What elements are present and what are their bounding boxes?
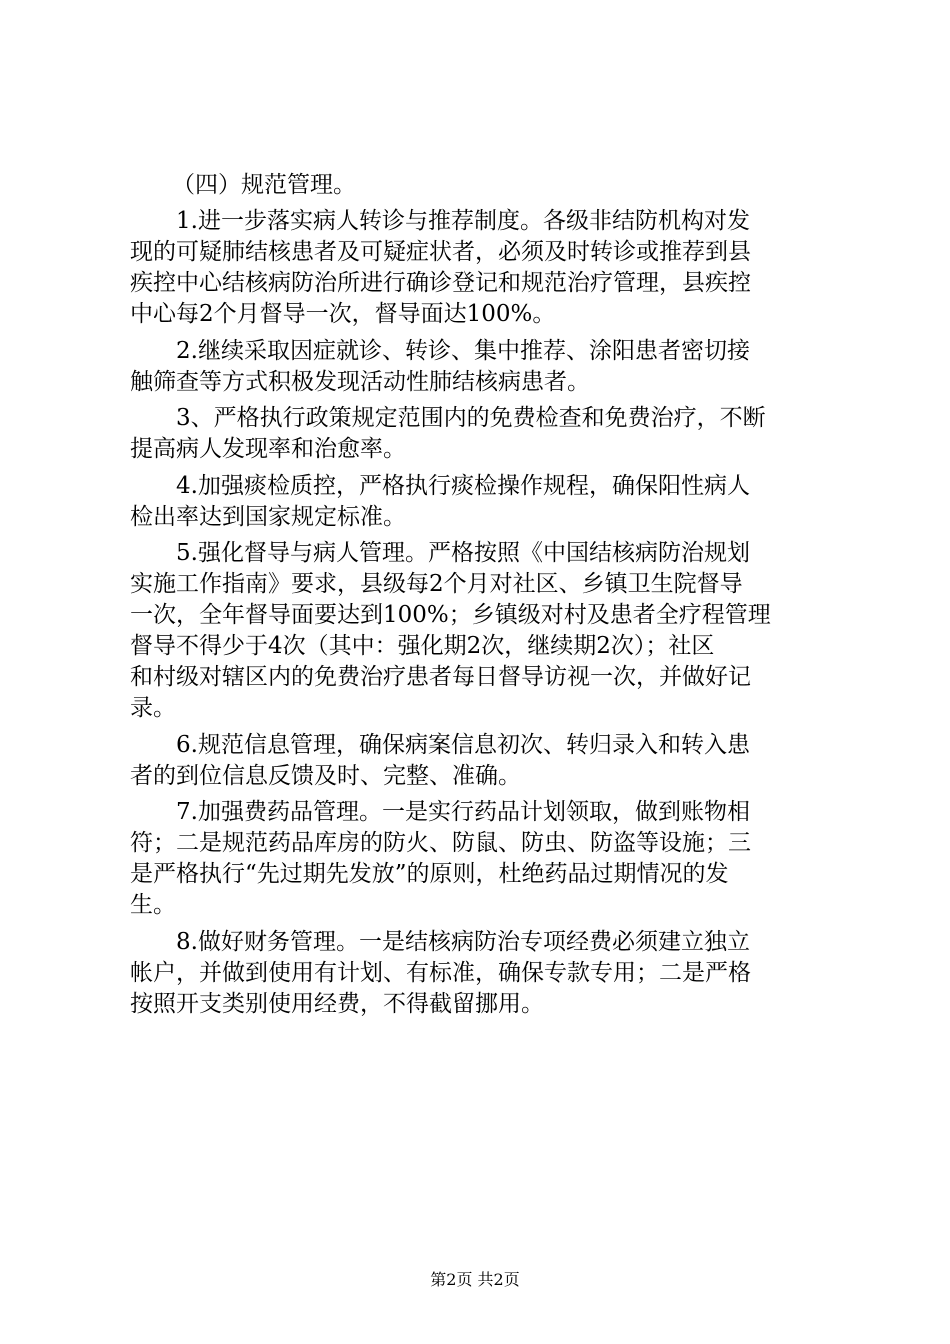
- body-line: 3、严格执行政策规定范围内的免费检查和免费治疗，不断: [176, 405, 766, 431]
- body-line: 督导不得少于4次（其中：强化期2次，继续期2次）；社区: [130, 633, 715, 659]
- body-line: 5.强化督导与病人管理。严格按照《中国结核病防治规划: [176, 540, 750, 566]
- body-line: 是严格执行“先过期先发放”的原则，杜绝药品过期情况的发: [130, 861, 729, 887]
- body-line: 按照开支类别使用经费，不得截留挪用。: [130, 991, 544, 1017]
- body-line: 疾控中心结核病防治所进行确诊登记和规范治疗管理，县疾控: [130, 270, 751, 296]
- body-line: 帐户，并做到使用有计划、有标准，确保专款专用；二是严格: [130, 960, 751, 986]
- body-line: 1.进一步落实病人转诊与推荐制度。各级非结防机构对发: [176, 208, 750, 234]
- body-line: 4.加强痰检质控，严格执行痰检操作规程，确保阳性病人: [176, 473, 750, 499]
- body-line: 8.做好财务管理。一是结核病防治专项经费必须建立独立: [176, 929, 750, 955]
- body-line: 实施工作指南》要求，县级每2个月对社区、乡镇卫生院督导: [130, 571, 743, 597]
- body-line: 检出率达到国家规定标准。: [130, 504, 406, 530]
- body-line: 符；二是规范药品库房的防火、防鼠、防虫、防盗等设施；三: [130, 830, 751, 856]
- section-heading: （四）规范管理。: [172, 172, 356, 198]
- body-line: 者的到位信息反馈及时、完整、准确。: [130, 763, 521, 789]
- body-line: 7.加强费药品管理。一是实行药品计划领取，做到账物相: [176, 799, 750, 825]
- body-line: 生。: [130, 892, 176, 918]
- body-line: 录。: [130, 695, 176, 721]
- body-line: 提高病人发现率和治愈率。: [130, 436, 406, 462]
- body-line: 6.规范信息管理，确保病案信息初次、转归录入和转入患: [176, 732, 750, 758]
- body-line: 和村级对辖区内的免费治疗患者每日督导访视一次，并做好记: [130, 664, 751, 690]
- body-line: 2.继续采取因症就诊、转诊、集中推荐、涂阳患者密切接: [176, 338, 750, 364]
- body-line: 中心每2个月督导一次，督导面达100%。: [130, 301, 556, 327]
- body-line: 触筛查等方式积极发现活动性肺结核病患者。: [130, 369, 590, 395]
- body-line: 现的可疑肺结核患者及可疑症状者，必须及时转诊或推荐到县: [130, 239, 751, 265]
- body-line: 一次，全年督导面要达到100%；乡镇级对村及患者全疗程管理: [130, 602, 771, 628]
- page-footer: 第2页 共2页: [430, 1270, 520, 1289]
